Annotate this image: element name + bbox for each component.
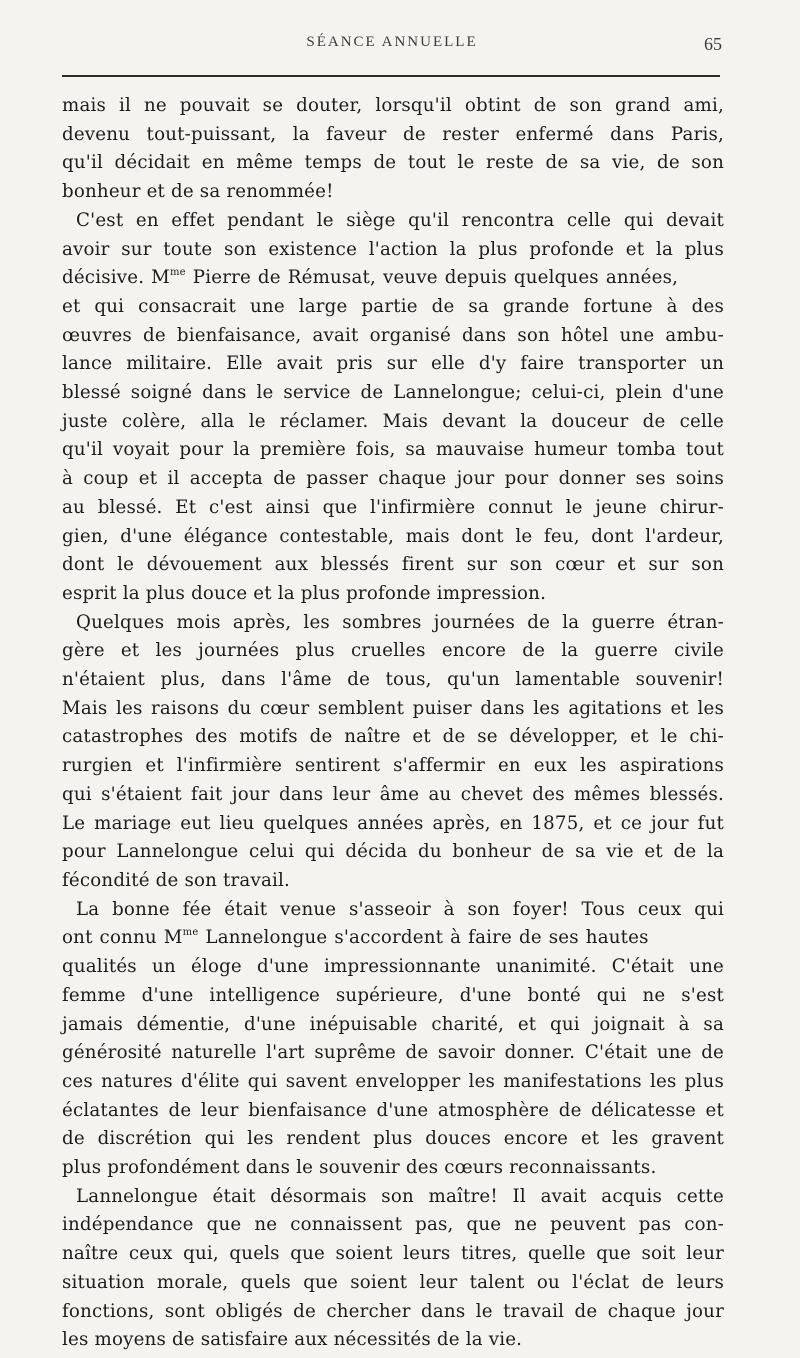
text-line: rurgien et l'infirmière sentirent s'affermir en eux les aspirations	[62, 755, 724, 777]
text-line: indépendance que ne connaissent pas, que ne peuvent pas con-	[62, 1214, 724, 1236]
text-fragment: Pierre de Rémusat, veuve depuis quelques années,	[185, 267, 679, 289]
text-line: gien, d'une élégance contestable, mais dont le feu, dont l'ardeur,	[62, 525, 724, 547]
text-fragment: décisive. M	[62, 267, 170, 289]
text-line: naître ceux qui, quels que soient leurs titres, quelle que soit leur	[62, 1243, 724, 1265]
text-line: qualités un éloge d'une impressionnante unanimité. C'était une	[62, 956, 724, 978]
text-line: Mais les raisons du cœur semblent puiser dans les agitations et les	[62, 697, 724, 719]
text-line: Lannelongue était désormais son maître! Il avait acquis cette	[76, 1185, 724, 1207]
text-line: générosité naturelle l'art suprême de savoir donner. C'était une de	[62, 1042, 724, 1064]
paragraph	[62, 609, 724, 896]
text-line: situation morale, quels que soient leur talent ou l'éclat de leurs	[62, 1271, 724, 1293]
text-line-with-sup	[62, 264, 724, 293]
text-line: blessé soigné dans le service de Lannelongue; celui-ci, plein d'une	[62, 382, 724, 404]
text-line: gère et les journées plus cruelles encore de la guerre civile	[62, 640, 724, 662]
text-line: éclatantes de leur bienfaisance d'une atmosphère de délicatesse et	[62, 1099, 724, 1121]
superscript: me	[182, 927, 199, 939]
text-fragment: Lannelongue s'accordent à faire de ses hautes	[198, 927, 649, 949]
text-line: et qui consacrait une large partie de sa grande fortune à des	[62, 295, 724, 317]
text-line: fécondité de son travail.	[62, 869, 291, 891]
text-line: juste colère, alla le réclamer. Mais devant la douceur de celle	[62, 410, 724, 432]
text-line: esprit la plus douce et la plus profonde impression.	[62, 582, 547, 604]
paragraph	[62, 92, 724, 207]
text-line: C'est en effet pendant le siège qu'il rencontra celle qui devait	[76, 209, 724, 231]
text-line: mais il ne pouvait se douter, lorsqu'il obtint de son grand ami,	[62, 95, 724, 116]
text-line: œuvres de bienfaisance, avait organisé dans son hôtel une ambu-	[62, 324, 724, 346]
running-head	[62, 34, 722, 58]
text-line: les moyens de satisfaire aux nécessités de la vie.	[62, 1329, 523, 1351]
paragraph	[62, 896, 724, 1183]
text-fragment: ont connu M	[62, 927, 183, 949]
running-title: SÉANCE ANNUELLE	[306, 34, 478, 50]
text-line: n'étaient plus, dans l'âme de tous, qu'un lamentable souvenir!	[62, 669, 724, 691]
superscript: me	[169, 267, 186, 279]
text-line: ces natures d'élite qui savent envelopper les manifestations les plus	[62, 1070, 724, 1092]
text-line: dont le dévouement aux blessés firent sur son cœur et sur son	[62, 554, 724, 576]
text-line: devenu tout-puissant, la faveur de rester enfermé dans Paris,	[62, 123, 724, 145]
text-line: de discrétion qui les rendent plus douces encore et les gravent	[62, 1128, 724, 1150]
text-line: jamais démentie, d'une inépuisable charité, et qui joignait à sa	[62, 1013, 724, 1035]
text-line: au blessé. Et c'est ainsi que l'infirmière connut le jeune chirur-	[62, 496, 724, 518]
text-line: Quelques mois après, les sombres journées de la guerre étran-	[76, 611, 724, 633]
text-line: catastrophes des motifs de naître et de se développer, et le chi-	[62, 726, 724, 748]
text-line: qu'il voyait pour la première fois, sa mauvaise humeur tomba tout	[62, 439, 724, 461]
page-number: 65	[704, 34, 722, 54]
text-line-with-sup	[62, 924, 724, 953]
text-line: lance militaire. Elle avait pris sur elle d'y faire transporter un	[62, 353, 724, 375]
paragraph	[62, 1183, 724, 1355]
text-line: avoir sur toute son existence l'action la plus profonde et la plus	[62, 238, 724, 260]
text-line: pour Lannelongue celui qui décida du bonheur de sa vie et de la	[62, 841, 724, 863]
text-line: fonctions, sont obligés de chercher dans le travail de chaque jour	[62, 1300, 724, 1322]
text-line: femme d'une intelligence supérieure, d'une bonté qui ne s'est	[62, 984, 724, 1006]
text-line: plus profondément dans le souvenir des cœurs reconnaissants.	[62, 1157, 657, 1179]
header-rule	[62, 75, 720, 77]
text-line: qu'il décidait en même temps de tout le reste de sa vie, de son	[62, 152, 724, 174]
text-line: qui s'étaient fait jour dans leur âme au chevet des mêmes blessés.	[62, 783, 724, 805]
body-text	[62, 92, 724, 1355]
text-line: La bonne fée était venue s'asseoir à son foyer! Tous ceux qui	[76, 898, 724, 920]
text-line: Le mariage eut lieu quelques années après, en 1875, et ce jour fut	[62, 812, 724, 834]
paragraph	[62, 207, 724, 609]
text-line: à coup et il accepta de passer chaque jour pour donner ses soins	[62, 468, 724, 490]
text-line: bonheur et de sa renommée!	[62, 181, 334, 203]
